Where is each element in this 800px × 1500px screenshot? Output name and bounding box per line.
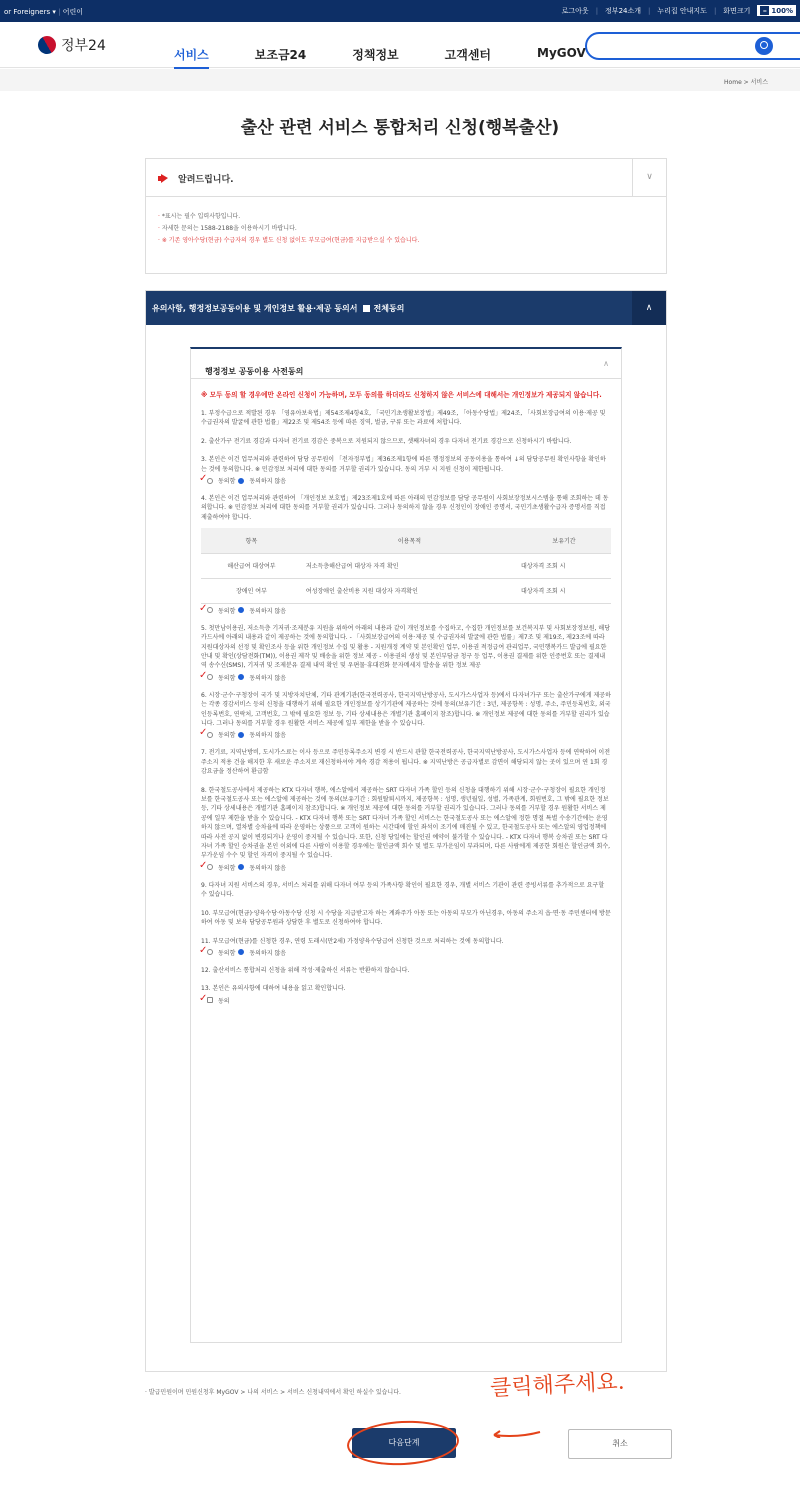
consent-item-4: 4. 본인은 이건 업무처리와 관련하여 「개인정보 보호법」제23조제1호에 따른 아래의 민감정보를 담당 공무원이 사회보장정보시스템을 통해 조회하는 데 동의합니다. ※ 민감정보 처리에 대한 동의를 거부할 권리가 있습니다. 그러나 동의하지 않을 경우 신청인이 장애인 증명서, 국민기초생활수급자 증명서를 직접 제출하여야 합니다.	[201, 495, 609, 521]
chevron-up-icon[interactable]: ∧	[603, 359, 609, 368]
notice-title: 알려드립니다.	[178, 175, 234, 185]
chevron-up-icon[interactable]: ∧	[632, 291, 666, 325]
disagree-label[interactable]: 동의하지 않음	[249, 674, 287, 682]
confirm-checkbox[interactable]	[207, 997, 213, 1003]
consent-item-5: 5. 첫만남이용권, 저소득층 기저귀·조제분유 지원을 위하여 아래의 내용과 같이 개인정보를 수집하고, 수집한 개인정보를 보건복지부 및 사회보장정보원, 해당카드사에 아래의 내용과 같이 제공하는 것에 동의합니다. - 「사회보장급여의 이용·제공 및 수급권자의 발굴에 관한 법률」제7조 및 제19조, 제23조에 따라 지원대상자의 선정 및 확인조사 등을 위한 개인정보 수집 및 활용 - 지원개정 계약 및 본인확인 업무, 이용권 적정급여 관리업무, 국민행복카드 발급에 필요한 안내 및 확인(상담전화(TM)), 이용권 제작 및 배송을 위한 정보 제공 - 이용권의 생성 및 본인부담금 청구 등 업무, 이용권 결제를 위한 인증번호 또는 결제내역 송수신(SMS), 기저귀 및 조제분유 결제 내역 확인 및 우편물·휴대전화 문자메세지 발송을 위한 정보 제공	[201, 624, 611, 670]
logo-text: 정부24	[61, 38, 106, 54]
table-header: 항목	[201, 528, 302, 553]
disagree-radio[interactable]	[238, 949, 244, 955]
agreement-section	[190, 347, 622, 1343]
consent-item-8: 8. 한국철도공사에서 제공하는 KTX 다자녀 행복, 에스알에서 제공하는 SRT 다자녀 가족 할인 등의 신청을 대행하기 위해 시장·군수·구청장이 필요한 개인정보를 한국철도공사 또는 에스알에 제공하는 것에 동의(보유기간 : 회원탈퇴시까지, 제공항목 : 성명, 생년월일, 성별, 가족관계, 회원번호, 그 밖에 필요한 정보 등, 기타 상세내용은 개별기관 홈페이지 참조)합니다. ※ 개인정보 제공에 대한 동의를 거부할 권리가 있습니다. 그러나 동의를 거부할 경우 원활한 서비스 제공에 일부 제한을 받을 수 있습니다. - KTX 다자녀 행복 또는 SRT 다자녀 가족 할인 서비스는 한국철도공사 또는 에스알에 정한 명절 특별 수송기간에는 운영하지 않으며, 열차별 승차율에 따라 운영하는 상품으로 고객이 원하는 시간대에 할인 좌석이 조기에 매진될 수 있고, 한국철도공사 또는 에스알의 영업정책에 따라 사전 공지 없이 변경되거나 운영이 중지될 수 있습니다. 또한, 신청 당일에는 할인권 예약이 불가할 수 있습니다. - KTX 다자녀 행복 승차권 또는 SRT 다자녀 가족 할인 승차권을 본인 이외에 다른 사람이 이용할 경우에는 할인금액 회수 및 별도 부가운임이 부과되며, 다른 사람에게 제공한 회원은 할인금액 회수, 부가운임 수수 및 할인 자격이 중지될 수 있습니다.	[201, 786, 611, 860]
agree-radio[interactable]	[207, 732, 213, 738]
consent-item-12: 12. 출산서비스 통합처리 신청을 위해 작성·제출하신 서류는 반환하지 않습니다.	[201, 966, 410, 974]
consent-warning: ※ 모두 동의 할 경우에만 온라인 신청이 가능하며, 모두 동의를 하더라도 신청하지 않은 서비스에 대해서는 개인정보가 제공되지 않습니다.	[201, 391, 602, 399]
nav-services[interactable]: 서비스	[174, 48, 209, 62]
consent-radio-group	[199, 669, 611, 682]
agreement-title: 유의사항, 행정정보공동이용 및 개인정보 활용·제공 동의서	[152, 304, 358, 313]
disagree-radio[interactable]	[238, 732, 244, 738]
taegeuk-logo-icon	[35, 33, 60, 58]
nav-subsidy24[interactable]: 보조금24	[254, 48, 307, 62]
checkmark-icon: ✓	[199, 944, 208, 956]
sitemap-link[interactable]: 누리집 안내지도	[657, 6, 707, 15]
cancel-button[interactable]: 취소	[568, 1429, 672, 1459]
disagree-label[interactable]: 동의하지 않음	[249, 607, 287, 615]
foreigners-link[interactable]: or Foreigners ▾	[4, 8, 56, 16]
disagree-label[interactable]: 동의하지 않음	[249, 949, 287, 957]
table-cell: 장애인 여부	[201, 578, 302, 603]
consent-item-3: 3. 본인은 이건 업무처리와 관련하여 담당 공무원이 「전자정부법」제36조제1항에 따른 행정정보의 공동이용을 통하여 ↓의 담당공무원 확인사항을 확인하는 것에 동의합니다. ※ 민감정보 처리에 대한 동의를 거부할 권리가 있습니다. 동의 거부 시 지원 신청이 제한됩니다.	[201, 456, 606, 473]
consent-item-11: 11. 부모급여(현금)를 신청한 경우, 연령 도래시(만2세) 가정양육수당급여 신청한 것으로 처리하는 것에 동의합니다.	[201, 937, 504, 945]
notice-header[interactable]	[146, 159, 666, 197]
checkmark-icon: ✓	[199, 859, 208, 871]
table-row	[201, 553, 611, 578]
megaphone-icon	[158, 174, 170, 183]
disagree-radio[interactable]	[238, 478, 244, 484]
consent-radio-group	[199, 602, 611, 615]
table-cell: 여성장애인 출산비용 지원 대상자 자격확인	[302, 578, 517, 603]
disagree-radio[interactable]	[238, 674, 244, 680]
notice-box	[145, 158, 667, 274]
page-title: 출산 관련 서비스 통합처리 신청(행복출산)	[240, 118, 560, 138]
zoom-out-icon[interactable]: –	[760, 6, 769, 15]
footer-note: · 발급민원이며 민원신청후 MyGOV > 나의 서비스 > 서비스 신청내역에서 확인 하실수 있습니다.	[145, 1389, 401, 1396]
notice-item: · *표시는 필수 입력사항입니다.	[158, 211, 666, 223]
table-cell: 해산급여 대상여부	[201, 553, 302, 578]
nav-customer-center[interactable]: 고객센터	[444, 48, 492, 62]
table-header: 이용목적	[302, 528, 517, 553]
breadcrumb-bar	[0, 69, 800, 91]
logout-link[interactable]: 로그아웃	[561, 6, 589, 15]
disagree-radio[interactable]	[238, 864, 244, 870]
search-icon[interactable]	[755, 37, 773, 55]
checkmark-icon: ✓	[199, 473, 208, 485]
about-link[interactable]: 정부24소개	[605, 6, 642, 15]
agree-label[interactable]: 동의함	[218, 607, 236, 615]
agreement-header[interactable]	[146, 291, 666, 325]
agree-label[interactable]: 동의함	[218, 864, 236, 872]
nav-policy[interactable]: 정책정보	[352, 48, 399, 62]
disagree-label[interactable]: 동의하지 않음	[249, 864, 287, 872]
consent-radio-group	[199, 727, 611, 740]
table-cell: 대상자격 조회 시	[517, 553, 611, 578]
kids-link[interactable]: 어린이	[62, 8, 83, 16]
zoom-level: 100%	[771, 6, 793, 15]
consent-item-7: 7. 전기료, 지역난방비, 도시가스료는 이사 등으로 주민등록주소지 변경 시 반드시 관할 한국전력공사, 한국지역난방공사, 도시가스사업자 등에 연락하여 이전 주소지 적용 건을 해지한 후 새로운 주소지로 재신청하셔야 계속 경감 적용이 됩니다. ※ 지역난방은 공급자별로 감면이 해당되지 않는 곳이 있으며 연 1회 경감요금을 정산하여 환급함	[201, 749, 611, 776]
annotation-arrow-icon	[490, 1430, 542, 1438]
next-step-button[interactable]: 다음단계	[352, 1428, 456, 1458]
agree-label[interactable]: 동의함	[218, 478, 236, 486]
consent-item-13: 13. 본인은 유의사항에 대하여 내용을 읽고 확인합니다.	[201, 985, 346, 993]
chevron-down-icon[interactable]: ∨	[632, 159, 666, 196]
consent-item-6: 6. 시장·군수·구청장이 국가 및 지방자치단체, 기타 관계기관(한국전력공사, 한국지역난방공사, 도시가스사업자 등)에서 다자녀가구 또는 출산가구에게 제공하는 각종 경감서비스 등의 신청을 대행하기 위해 필요한 개인정보를 상기기관에 제공하는 것에 동의(보유기간 : 3년, 제공항목 : 성명, 주소, 주민등록번호, 외국인등록번호, 연락처, 고객번호, 그 밖에 필요한 정보 등, 기타 상세내용은 개별기관 홈페이지 참조)합니다. ※ 개인정보 제공에 대한 동의를 거부할 권리가 있습니다. 그러나 동의를 거부할 경우 원활한 서비스 제공에 일부 제한을 받을 수 있습니다.	[201, 691, 611, 727]
notice-item: · ※ 기존 영아수당(현금) 수급자의 경우 별도 신청 없이도 부모급여(현금)를 지급받으실 수 있습니다.	[158, 235, 666, 247]
agree-radio[interactable]	[207, 864, 213, 870]
consent-radio-group	[199, 859, 611, 872]
screen-size-label: 화면크기	[723, 6, 751, 15]
consent-item-1: 1. 부정수급으로 적발된 경우 「영유아보육법」제54조제4항4호, 「국민기초생활보장법」제49조, 「아동수당법」제24조, 「사회보장급여의 이용·제공 및 수급권자의 발굴에 관한 법률」제22조 및 제54조 등에 따른 징역, 벌금, 구류 또는 과료에 처합니다.	[201, 410, 606, 427]
checkmark-icon: ✓	[199, 669, 208, 681]
confirm-label[interactable]: 동의	[218, 997, 230, 1005]
table-row	[201, 578, 611, 603]
disagree-label[interactable]: 동의하지 않음	[249, 478, 287, 486]
agree-label[interactable]: 동의함	[218, 732, 236, 740]
checkmark-icon: ✓	[199, 602, 208, 614]
disagree-radio[interactable]	[238, 607, 244, 613]
notice-item: · 자세한 문의는 1588-2188을 이용하시기 바랍니다.	[158, 223, 666, 235]
site-header	[0, 22, 800, 68]
agree-all-checkbox[interactable]	[363, 305, 370, 312]
agree-radio[interactable]	[207, 949, 213, 955]
agree-radio[interactable]	[207, 674, 213, 680]
table-header: 보유기간	[517, 528, 611, 553]
agree-label[interactable]: 동의함	[218, 949, 236, 957]
annotation-circle	[346, 1418, 460, 1468]
checkmark-icon: ✓	[199, 992, 208, 1004]
consent-item-10: 10. 부모급여(현금)·양육수당·아동수당 신청 시 수당을 지급받고자 하는 계좌주가 아동 또는 아동의 부모가 아닌경우, 아동의 주소지 읍·면·동 주민센터에 방문하여 아동 및 보육 담당공무원과 상담한 후 별도로 신청하여야 합니다.	[201, 909, 611, 927]
main-nav	[174, 46, 632, 63]
section-header[interactable]	[191, 349, 621, 379]
agreement-panel	[145, 290, 667, 1372]
agree-all-label[interactable]: 전체동의	[373, 304, 405, 313]
table-cell: 저소득층해산급여 대상자 자격 확인	[302, 553, 517, 578]
breadcrumb[interactable]: Home > 서비스	[724, 79, 768, 86]
consent-item-2: 2. 출산가구 전기료 경감과 다자녀 전기료 경감은 중복으로 지원되지 않으므로, 셋째자녀의 경우 다자녀 전기료 경감으로 신청하시기 바랍니다.	[201, 437, 572, 445]
logo[interactable]	[38, 35, 106, 55]
disagree-label[interactable]: 동의하지 않음	[249, 732, 287, 740]
checkmark-icon: ✓	[199, 727, 208, 739]
agree-radio[interactable]	[207, 478, 213, 484]
consent-item-9: 9. 다자녀 지원 서비스의 경우, 서비스 처리를 위해 다자녀 여부 등의 가족사항 확인이 필요한 경우, 개별 서비스 기관이 관련 증빙서류를 추가적으로 요구할 수 있습니다.	[201, 881, 605, 899]
nav-mygov[interactable]: MyGOV	[537, 46, 586, 60]
confirm-checkbox-row	[199, 992, 611, 1005]
table-cell: 대상자격 조회 시	[517, 578, 611, 603]
search-input[interactable]	[585, 32, 800, 60]
zoom-control[interactable]	[757, 5, 796, 16]
agree-label[interactable]: 동의함	[218, 674, 236, 682]
consent-radio-group	[199, 944, 611, 957]
utility-bar: or Foreigners ▾ | 어린이 로그아웃 | 정부24소개 | 누리집 안내지도 | 화면크기 – 100%	[0, 0, 800, 22]
sensitive-info-table	[201, 528, 611, 604]
agree-radio[interactable]	[207, 607, 213, 613]
handwritten-annotation: 클릭해주세요.	[489, 1369, 626, 1402]
consent-radio-group	[199, 473, 611, 486]
section-title: 행정정보 공동이용 사전동의	[205, 367, 304, 376]
